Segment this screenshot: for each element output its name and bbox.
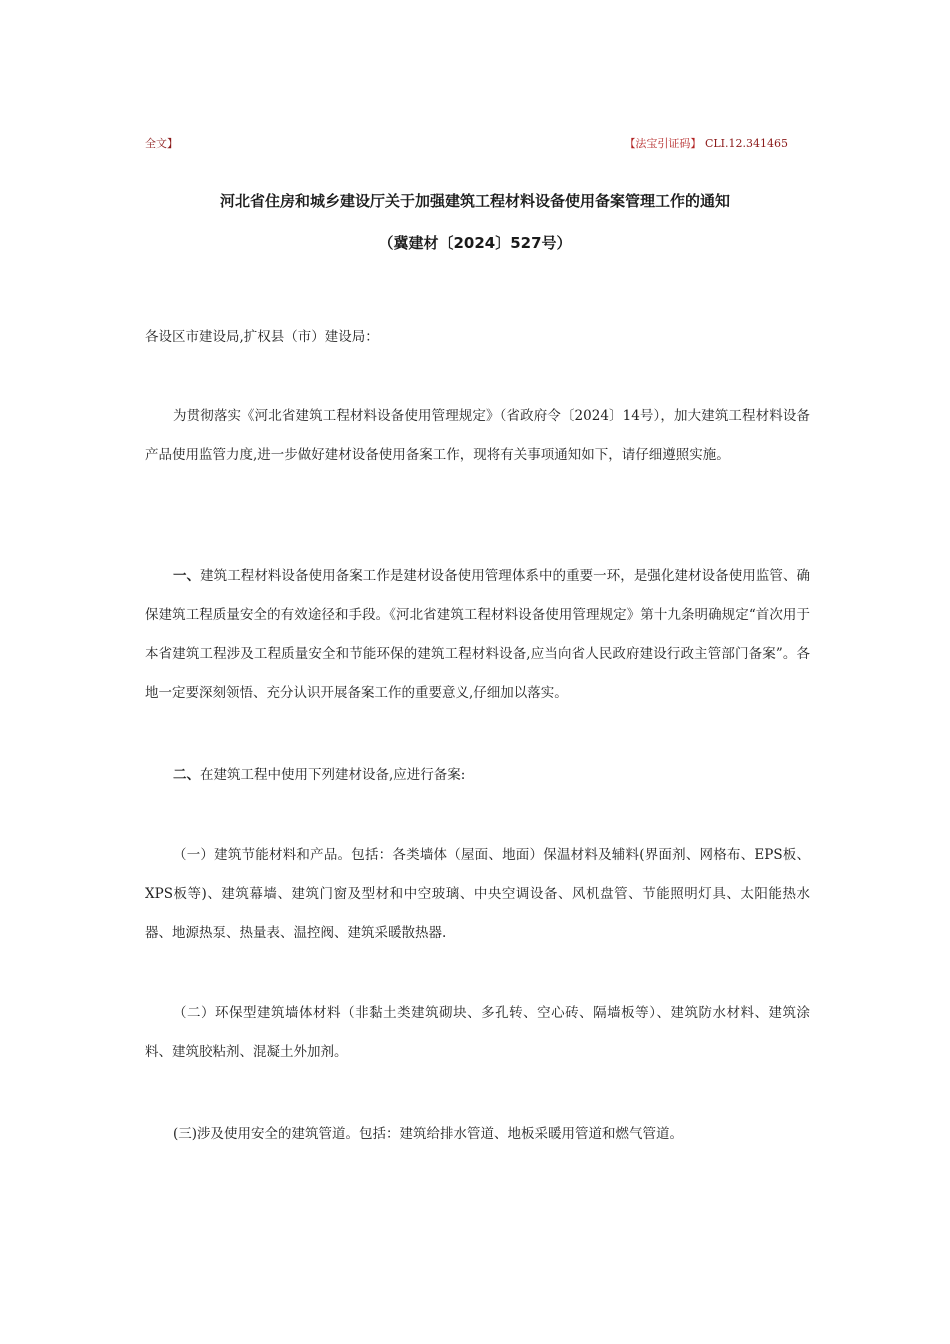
salutation: 各设区市建设局,扩权县（市）建设局：: [145, 329, 379, 345]
section-2-paragraph: [145, 756, 810, 795]
item-3-paragraph: (三)涉及使用安全的建筑管道。包括：建筑给排水管道、地板采暖用管道和燃气管道。: [173, 1126, 684, 1142]
citation-code-value: CLI.12.341465: [704, 137, 788, 150]
citation-code-label: 【法宝引证码】: [624, 137, 702, 150]
section-1-paragraph: [145, 557, 810, 713]
citation-code: [624, 135, 788, 151]
document-title: 河北省住房和城乡建设厅关于加强建筑工程材料设备使用备案管理工作的通知: [219, 192, 730, 210]
section-1-text: 建筑工程材料设备使用备案工作是建材设备使用管理体系中的重要一环，是强化建材设备使用监管、确保建筑工程质量安全的有效途径和手段。《河北省建筑工程材料设备使用管理规定》第十九条明确规定“首次用于本省建筑工程涉及工程质量安全和节能环保的建筑工程材料设备,应当向省人民政府建设行政主管部门备案”。各地一定要深刻领悟、充分认识开展备案工作的重要意义,仔细加以落实。: [145, 568, 810, 701]
section-2-number: 二、: [173, 767, 200, 783]
fulltext-link[interactable]: 全文】: [145, 137, 178, 150]
item-1-paragraph: （一）建筑节能材料和产品。包括：各类墙体（屋面、地面）保温材料及辅料(界面剂、网格布、EPS板、XPS板等)、建筑幕墙、建筑门窗及型材和中空玻璃、中央空调设备、风机盘管、节能照明灯具、太阳能热水器、地源热泵、热量表、温控阀、建筑采暖散热器.: [145, 847, 810, 941]
section-2-text: 在建筑工程中使用下列建材设备,应进行备案:: [200, 767, 466, 783]
section-1-number: 一、: [173, 568, 201, 584]
intro-paragraph: 为贯彻落实《河北省建筑工程材料设备使用管理规定》（省政府令〔2024〕14号），加大建筑工程材料设备产品使用监管力度,进一步做好建材设备使用备案工作，现将有关事项通知如下，请仔细遵照实施。: [145, 408, 810, 463]
item-2-paragraph: （二）环保型建筑墙体材料（非黏土类建筑砌块、多孔转、空心砖、隔墙板等）、建筑防水材料、建筑涂料、建筑胶粘剂、混凝土外加剂。: [145, 1005, 810, 1060]
document-number: （冀建材〔2024〕527号）: [378, 234, 572, 252]
